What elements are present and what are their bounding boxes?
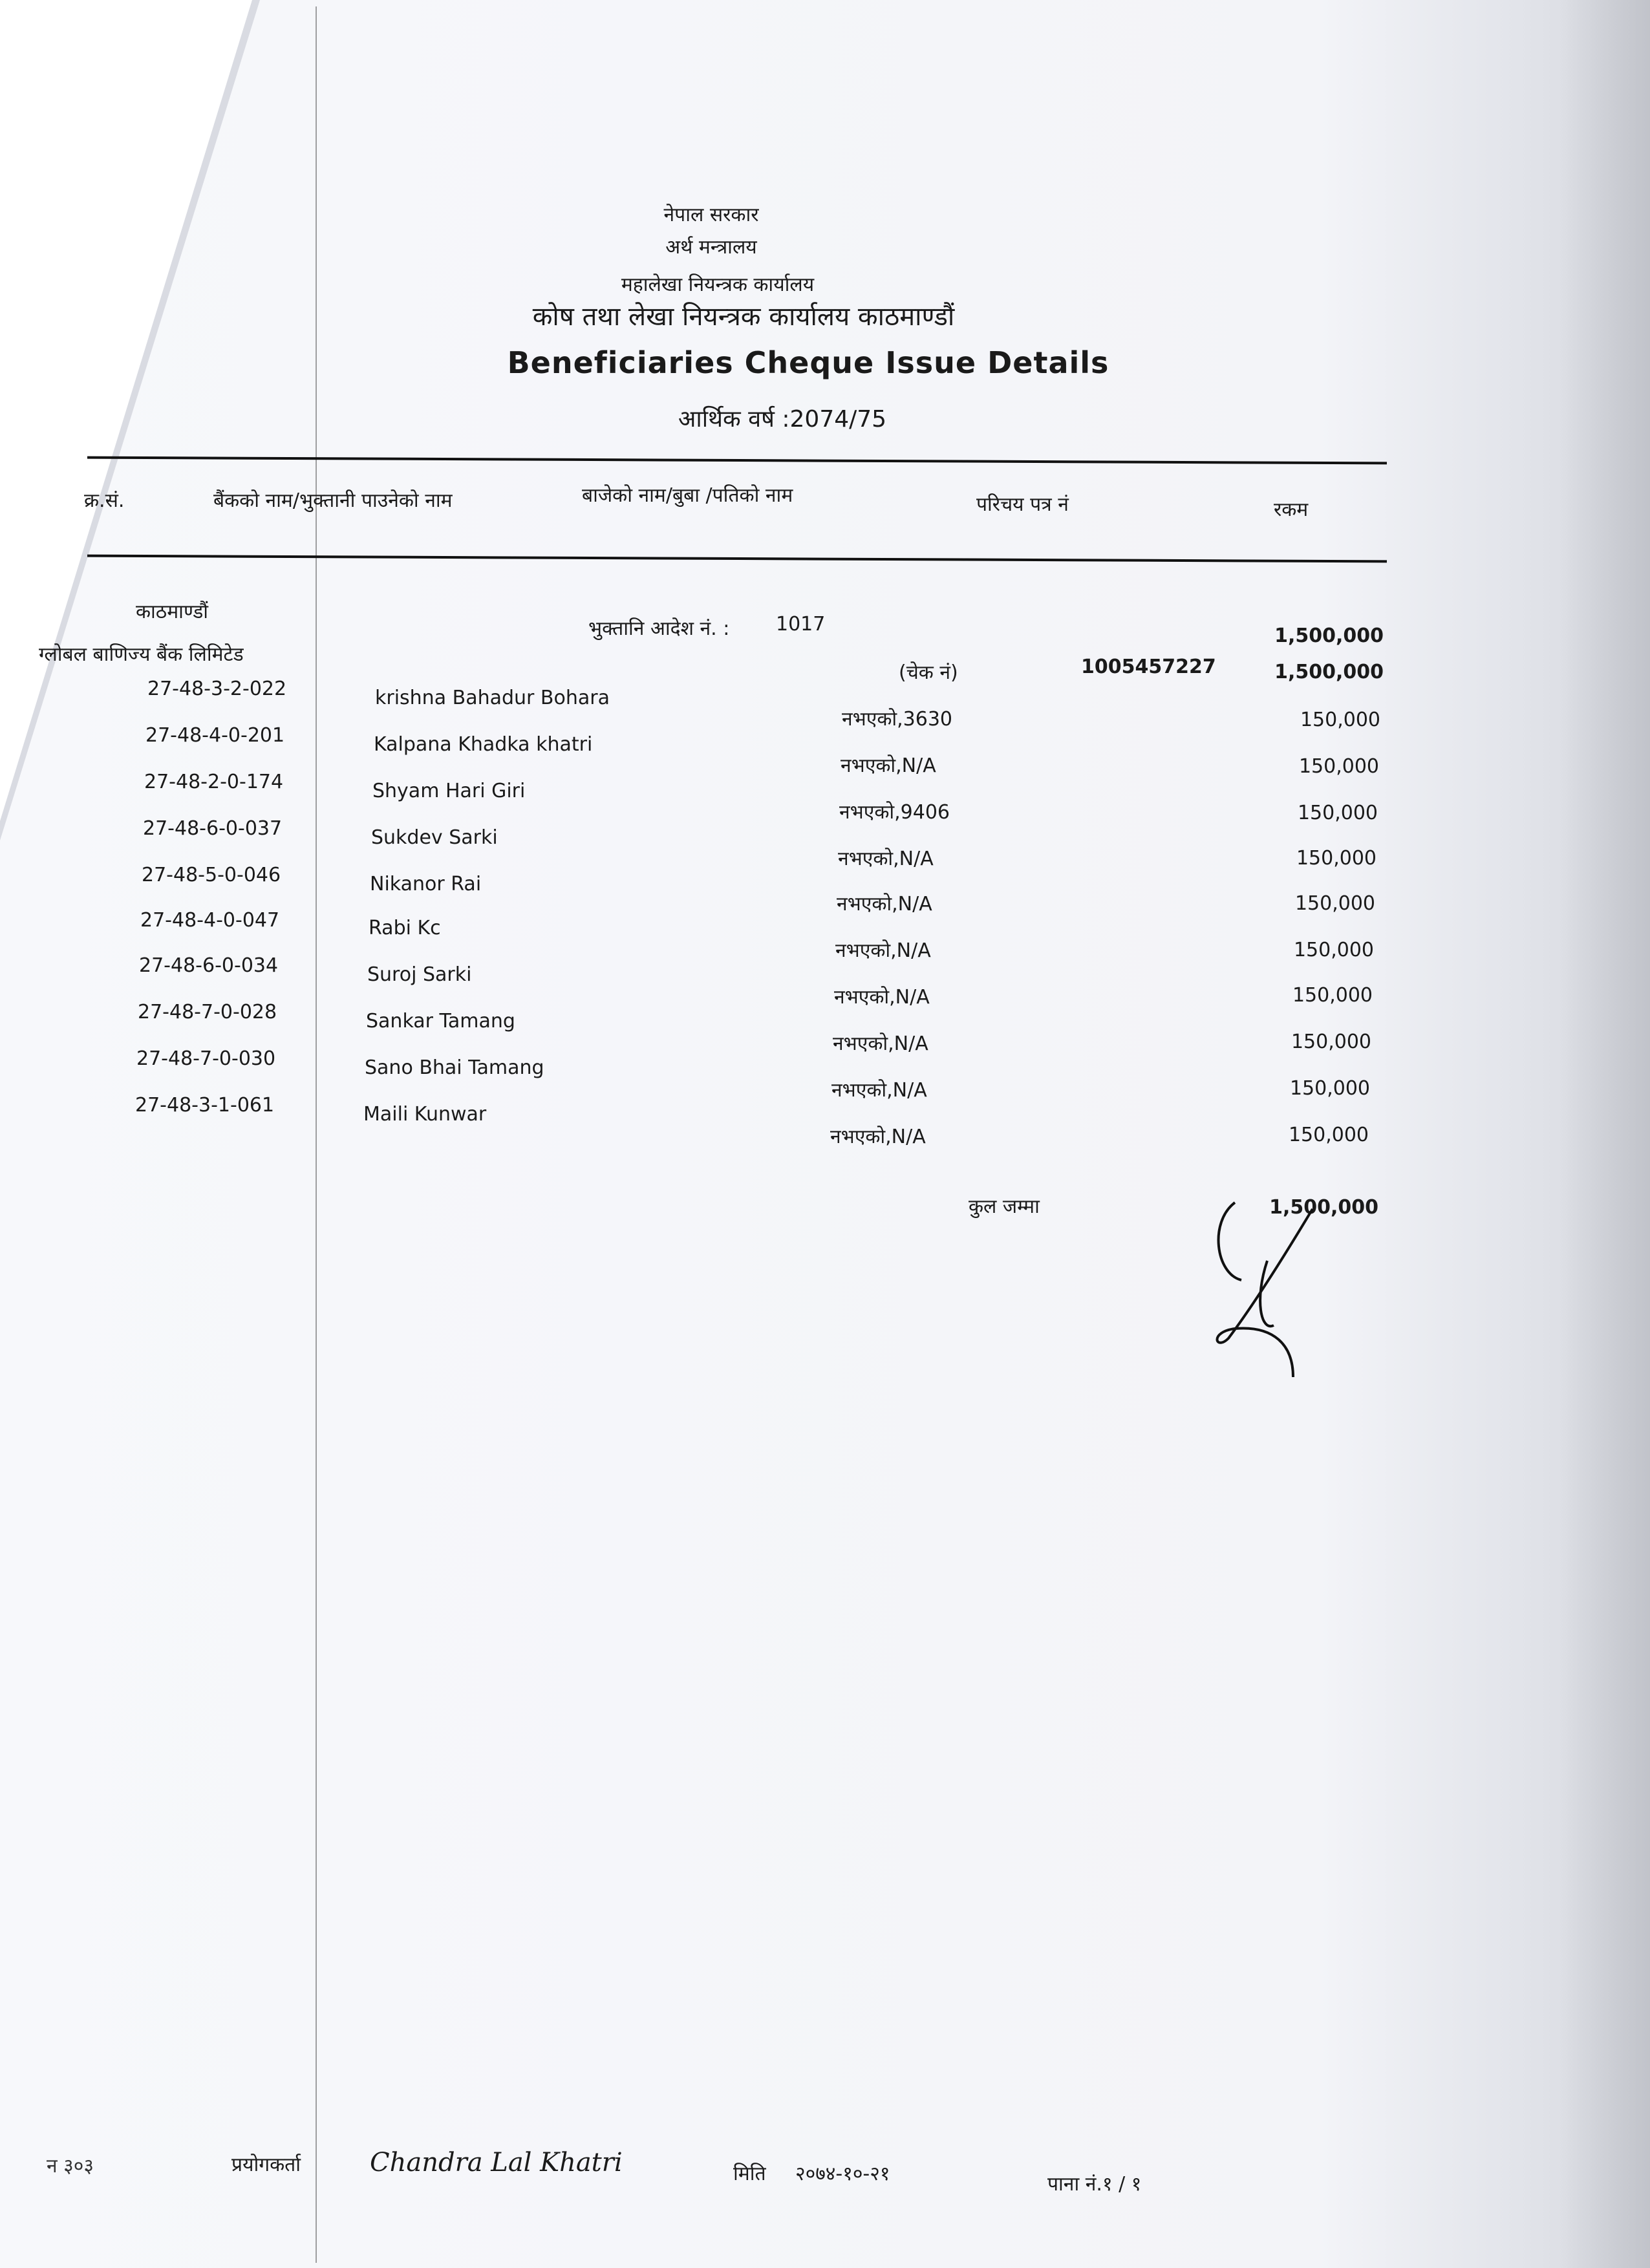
margin-line [316,6,317,2263]
col-header-id: परिचय पत्र नं [976,493,1069,516]
total-amount: 1,500,000 [1269,1196,1378,1219]
row-code: 27-48-4-0-047 [140,909,280,932]
row-name: Nikanor Rai [370,873,482,895]
form-number: न ३०३ [47,2155,94,2177]
date-label: मिति [733,2163,766,2185]
row-id: नभएको,N/A [838,848,934,870]
page-title: Beneficiaries Cheque Issue Details [507,345,1109,380]
row-code: 27-48-3-1-061 [135,1094,275,1117]
cheque-number: 1005457227 [1081,656,1216,678]
row-code: 27-48-5-0-046 [142,864,281,886]
user-label: प्रयोगकर्ता [231,2154,301,2176]
payment-order-number: 1017 [776,613,826,636]
table-top-rule [87,456,1387,465]
row-code: 27-48-3-2-022 [147,678,287,700]
date-value: २०७४-१०-२१ [795,2163,890,2185]
row-id: नभएको,N/A [834,986,930,1009]
user-name: Chandra Lal Khatri [370,2148,623,2177]
signature [1196,1183,1364,1390]
row-amount: 150,000 [1291,1031,1371,1053]
header-comptroller: महालेखा नियन्त्रक कार्यालय [621,273,815,296]
row-id: नभएको,3630 [842,708,953,731]
row-name: Rabi Kc [369,917,441,939]
row-name: Suroj Sarki [367,963,472,986]
row-name: Sano Bhai Tamang [365,1056,544,1079]
row-name: Kalpana Khadka khatri [374,733,593,756]
col-header-sn: क्र.सं. [84,489,125,512]
row-amount: 150,000 [1296,847,1377,870]
payment-order-amount: 1,500,000 [1274,625,1384,647]
col-header-name: बैंकको नाम/भुक्तानी पाउनेको नाम [213,489,453,512]
row-amount: 150,000 [1289,1077,1370,1100]
row-amount: 150,000 [1297,802,1378,824]
row-id: नभएको,N/A [830,1126,926,1148]
row-code: 27-48-6-0-037 [143,817,283,840]
col-header-relative: बाजेको नाम/बुबा /पतिको नाम [582,484,793,507]
row-amount: 150,000 [1294,892,1375,915]
row-amount: 150,000 [1300,709,1380,731]
row-id: नभएको,N/A [837,893,932,915]
row-id: नभएको,N/A [831,1079,927,1102]
col-header-amount: रकम [1274,498,1309,521]
table-header-rule [87,555,1387,563]
scan-shadow-edge [1559,0,1650,2268]
row-name: Shyam Hari Giri [372,780,526,802]
row-amount: 150,000 [1288,1124,1369,1146]
cheque-amount: 1,500,000 [1274,661,1384,683]
row-code: 27-48-2-0-174 [144,771,284,793]
header-government: नेपाल सरकार [663,204,759,226]
row-id: नभएको,N/A [841,754,936,777]
row-name: krishna Bahadur Bohara [375,687,610,709]
row-name: Sukdev Sarki [371,826,498,849]
fiscal-year: आर्थिक वर्ष :2074/75 [678,406,887,433]
row-id: नभएको,N/A [833,1032,928,1055]
cheque-label: (चेक नं) [899,661,958,684]
row-amount: 150,000 [1292,984,1373,1007]
district-name: काठमाण्डौं [136,601,209,623]
row-name: Maili Kunwar [363,1103,487,1126]
row-code: 27-48-6-0-034 [139,954,279,977]
total-label: कुल जम्मा [969,1195,1040,1218]
row-name: Sankar Tamang [366,1010,515,1032]
bank-name: ग्लोबल बाणिज्य बैंक लिमिटेड [39,643,244,666]
row-amount: 150,000 [1298,755,1379,778]
page-number: पाना नं.१ / १ [1047,2173,1142,2196]
row-id: नभएको,9406 [839,801,950,824]
row-code: 27-48-7-0-028 [138,1001,277,1023]
office-name: कोष तथा लेखा नियन्त्रक कार्यालय काठमाण्डौं [532,302,955,332]
row-id: नभएको,N/A [835,939,931,962]
row-code: 27-48-7-0-030 [136,1047,276,1070]
row-amount: 150,000 [1293,939,1374,961]
row-code: 27-48-4-0-201 [145,724,285,747]
header-ministry: अर्थ मन्त्रालय [665,236,757,259]
payment-order-label: भुक्तानि आदेश नं. : [588,617,730,640]
